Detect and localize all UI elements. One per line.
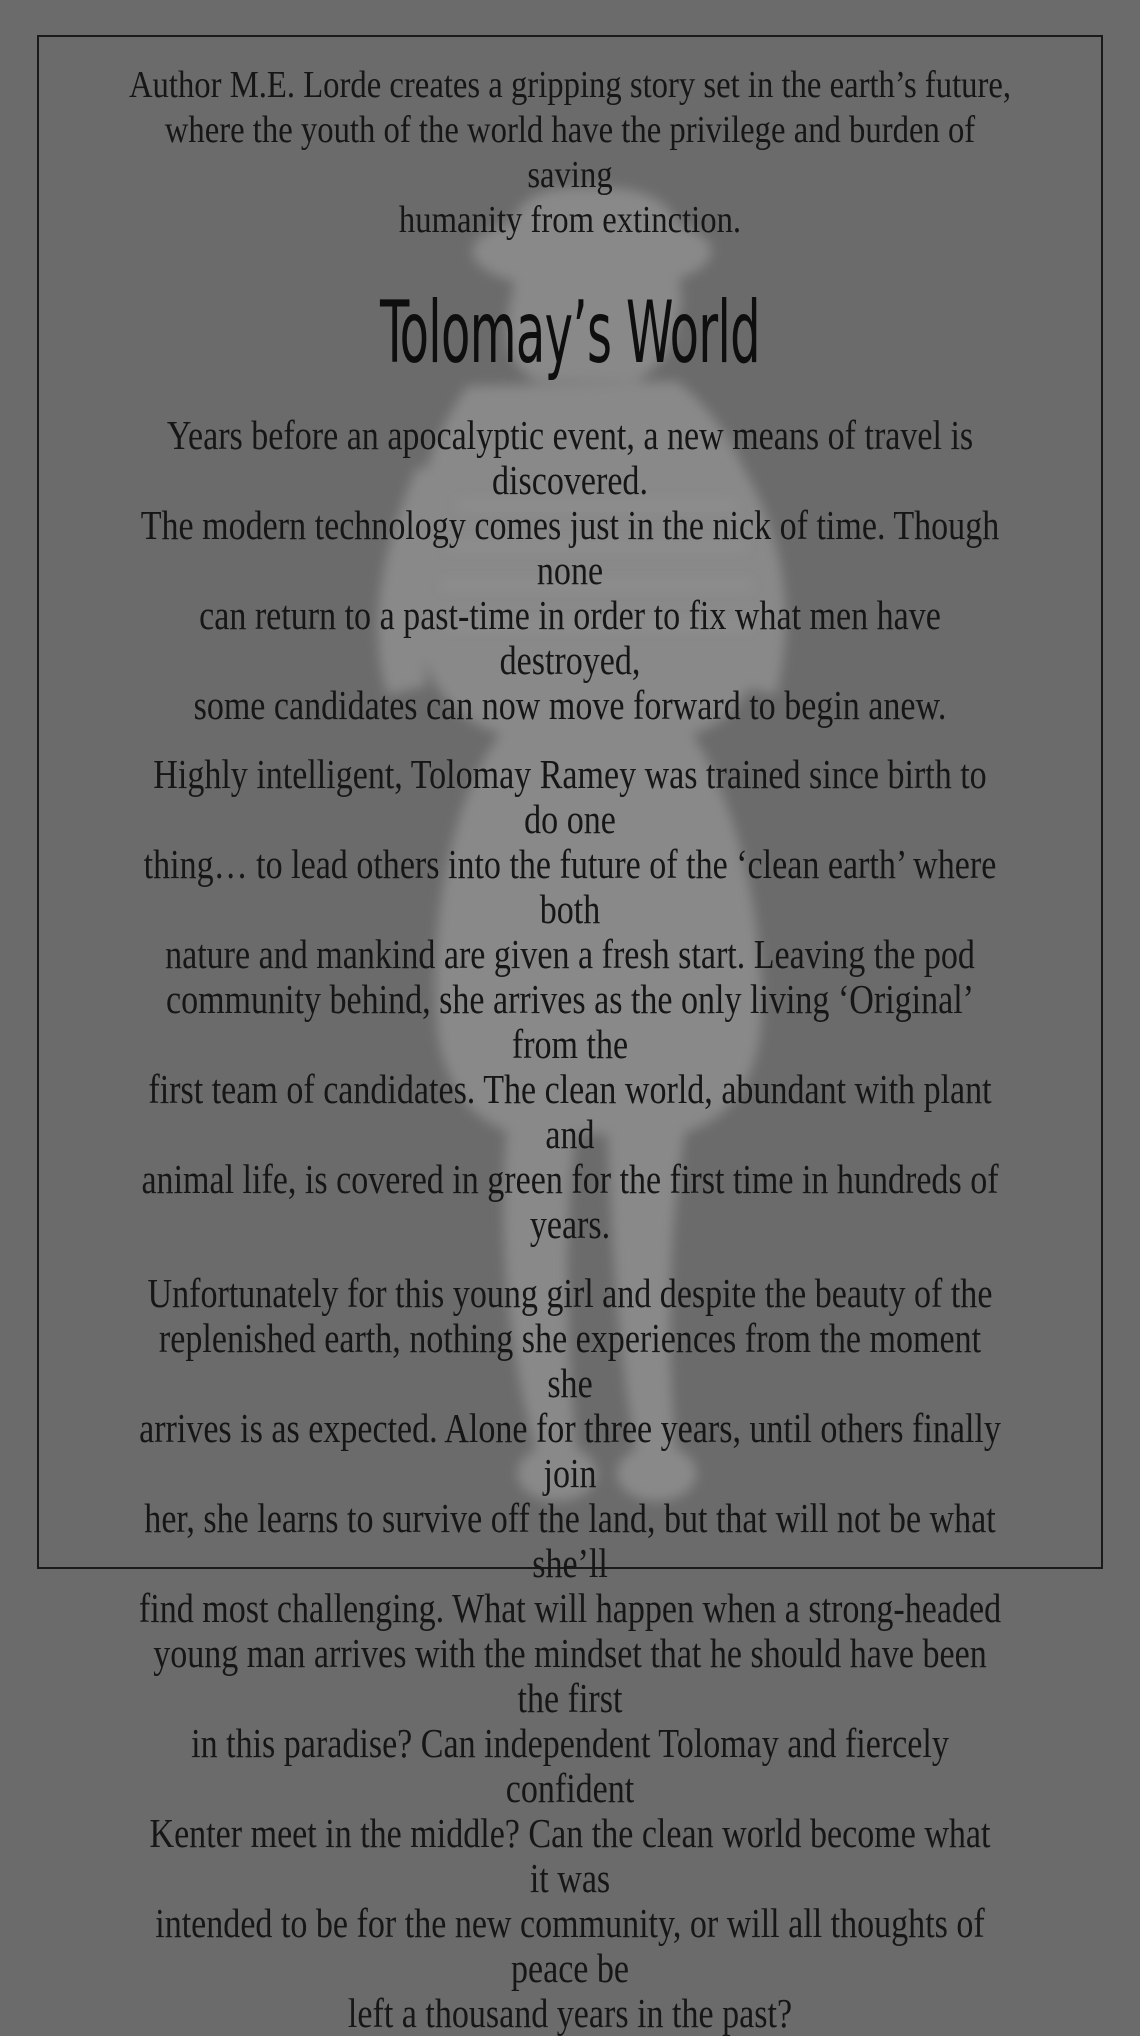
cover-frame	[37, 35, 1103, 2036]
back-cover-text	[39, 37, 1101, 2036]
synopsis-paragraph-3: Unfortunately for this young girl and despite the beauty of the replenished earth, nothing she experiences from the moment she arrives is as expected. Alone for three years, until others finally join her, she learns to survive off the land, but that will not be what she’ll find most challenging. What will happen when a strong-headed young man arrives with the mindset that he should have been the first in this paradise? Can independent Tolomay and fiercely confident Kenter meet in the middle? Can the clean world become what it was intended to be for the new community, or will all thoughts of peace be left a thousand years in the past?	[138, 1270, 1002, 2036]
synopsis-paragraph-2: Highly intelligent, Tolomay Ramey was trained since birth to do one thing… to lead others into the future of the ‘clean earth’ where both nature and mankind are given a fresh start. Leaving the pod community behind, she arrives as the only living ‘Original’ from the first team of candidates. The clean world, abundant with plant and animal life, is covered in green for the first time in hundreds of years.	[141, 751, 999, 1247]
book-title: Tolomay’s World	[379, 283, 761, 383]
synopsis-paragraph-1: Years before an apocalyptic event, a new means of travel is discovered. The modern technology comes just in the nick of time. Though none can return to a past-time in order to fix what men have destroyed, some candidates can now move forward to begin anew.	[140, 412, 1000, 728]
intro-text: Author M.E. Lorde creates a gripping story set in the earth’s future, where the youth of the world have the privilege and burden of saving humanity from extinction.	[128, 64, 1012, 241]
